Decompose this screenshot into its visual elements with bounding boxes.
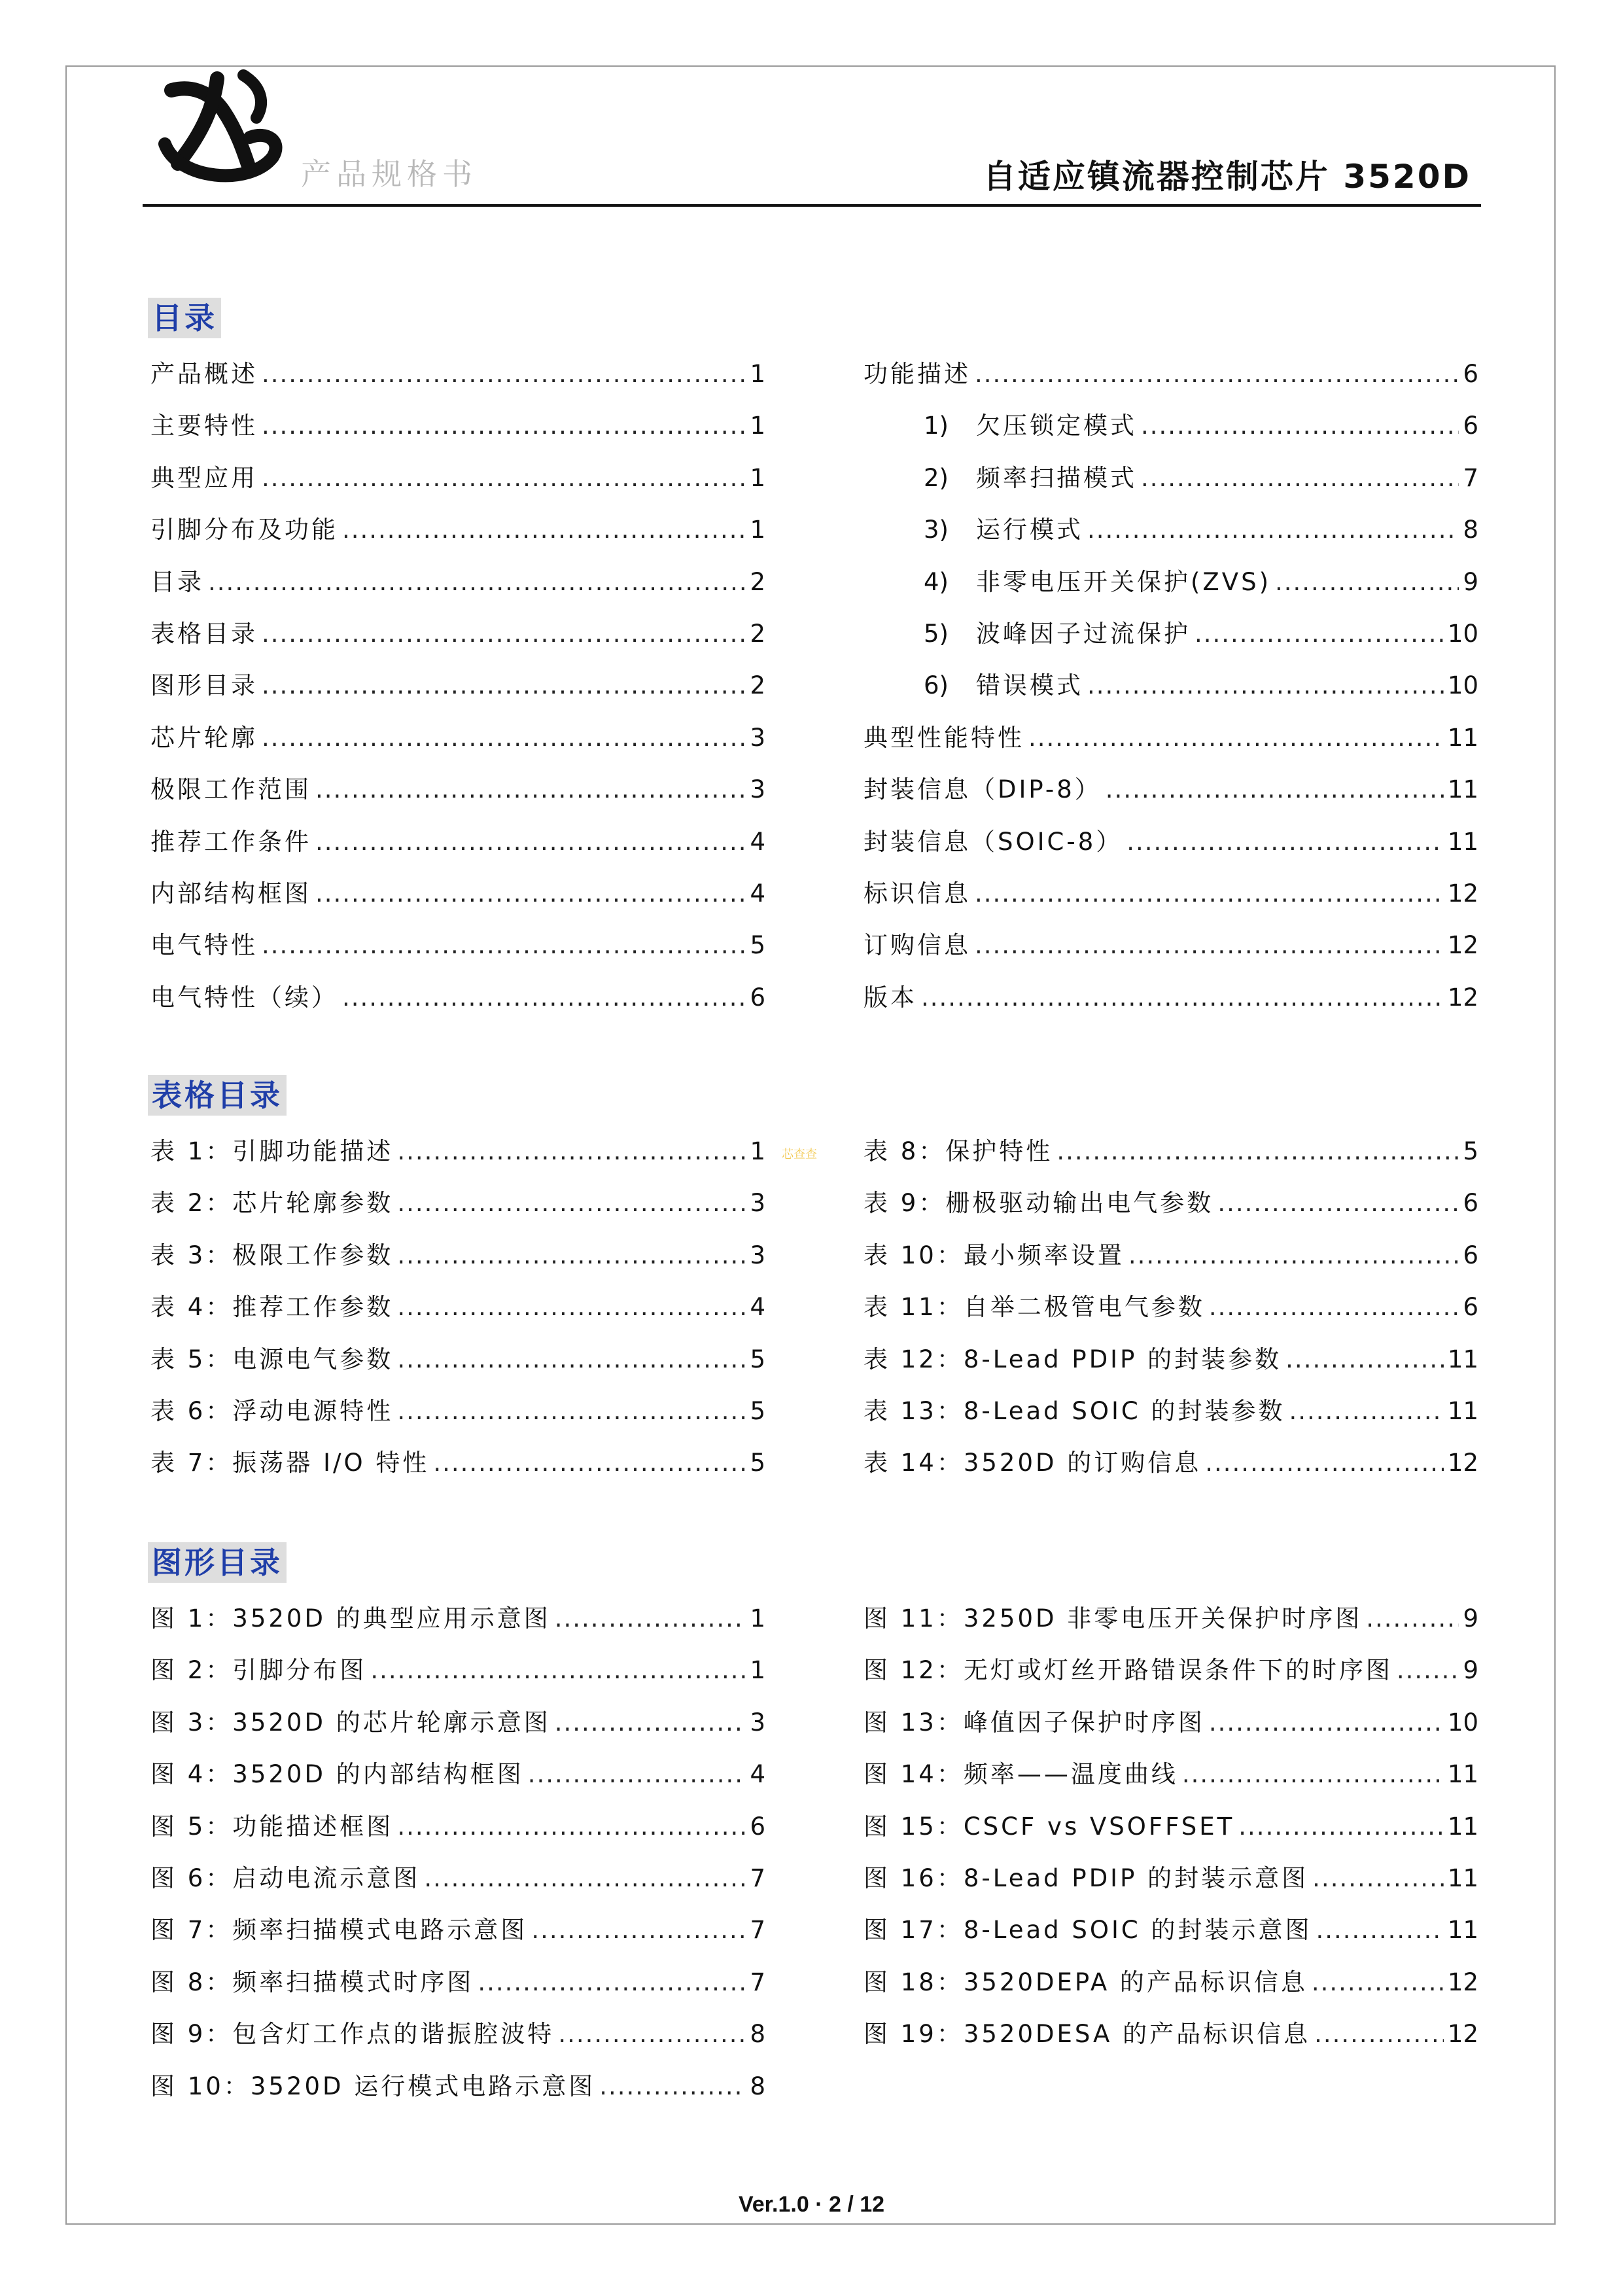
- dot-leader: [1087, 504, 1459, 556]
- entry-number: 4): [924, 567, 949, 596]
- entry-label: 波峰因子过流保护: [976, 619, 1191, 648]
- entry-label: 引脚分布及功能: [150, 516, 338, 544]
- toc-entry[interactable]: [864, 1801, 1478, 1852]
- dot-leader: [424, 1852, 746, 1904]
- entry-page-number: 3: [750, 1241, 765, 1269]
- figures-left-list: [150, 1593, 765, 2112]
- entry-label: 表 11：自举二极管电气参数: [864, 1293, 1205, 1322]
- entry-page-number: 7: [750, 1916, 765, 1945]
- dot-leader: [599, 2060, 746, 2112]
- entry-number: 2): [924, 463, 949, 492]
- entry-number: 5): [924, 619, 949, 648]
- toc-entry[interactable]: [150, 1852, 765, 1904]
- dot-leader: [397, 1801, 746, 1852]
- dot-leader: [975, 348, 1459, 400]
- dot-leader: [1195, 608, 1444, 660]
- dot-leader: [1397, 1644, 1459, 1696]
- entry-page-number: 6: [1463, 412, 1478, 440]
- dot-leader: [921, 972, 1444, 1023]
- dot-leader: [1141, 452, 1459, 504]
- entry-page-number: 10: [1447, 671, 1478, 700]
- dot-leader: [1106, 764, 1444, 815]
- toc-entry[interactable]: [150, 1125, 765, 1177]
- entry-label: 图 5：功能描述框图: [150, 1812, 394, 1841]
- toc-entry[interactable]: [864, 1644, 1478, 1696]
- entry-number: 3): [924, 516, 949, 544]
- toc-entry[interactable]: [864, 919, 1478, 971]
- toc-entry[interactable]: [864, 868, 1478, 919]
- dot-leader: [262, 400, 746, 451]
- toc-entry[interactable]: [864, 400, 1478, 451]
- toc-entry[interactable]: [150, 919, 765, 971]
- entry-label: 表 1：引脚功能描述: [150, 1137, 394, 1165]
- dot-leader: [315, 764, 746, 815]
- entry-page-number: 12: [1447, 931, 1478, 960]
- dot-leader: [478, 1956, 746, 2008]
- dot-leader: [397, 1125, 746, 1177]
- entry-label: 图形目录: [150, 671, 258, 700]
- entry-label: 封装信息（SOIC-8）: [864, 827, 1123, 856]
- dot-leader: [1289, 1385, 1444, 1437]
- entry-page-number: 11: [1447, 1863, 1478, 1892]
- entry-label: 表 2：芯片轮廓参数: [150, 1189, 394, 1218]
- toc-entry[interactable]: [864, 1593, 1478, 1644]
- toc-heading: 目录: [148, 298, 221, 338]
- entry-page-number: 9: [1463, 1656, 1478, 1685]
- entry-page-number: 11: [1447, 1812, 1478, 1841]
- toc-entry[interactable]: [864, 1437, 1478, 1489]
- entry-label: 典型应用: [150, 463, 258, 492]
- toc-entry[interactable]: [150, 660, 765, 711]
- entry-label: 目录: [150, 567, 204, 596]
- entry-label: 图 16：8-Lead PDIP 的封装示意图: [864, 1863, 1309, 1892]
- entry-page-number: 7: [750, 1968, 765, 1996]
- dot-leader: [1209, 1697, 1444, 1748]
- toc-entry[interactable]: [864, 504, 1478, 556]
- entry-page-number: 5: [1463, 1137, 1478, 1165]
- entry-page-number: 12: [1447, 1968, 1478, 1996]
- toc-entry[interactable]: [864, 1333, 1478, 1385]
- toc-entry[interactable]: [150, 452, 765, 504]
- entry-page-number: 4: [750, 827, 765, 856]
- entry-label: 主要特性: [150, 412, 258, 440]
- dot-leader: [397, 1281, 746, 1333]
- toc-entry[interactable]: [150, 400, 765, 451]
- dot-leader: [262, 660, 746, 711]
- dot-leader: [1275, 556, 1459, 608]
- entry-page-number: 5: [750, 931, 765, 960]
- entry-page-number: 10: [1447, 619, 1478, 648]
- entry-page-number: 7: [1463, 463, 1478, 492]
- entry-page-number: 12: [1447, 983, 1478, 1012]
- dot-leader: [1314, 2008, 1444, 2060]
- entry-page-number: 5: [750, 1396, 765, 1425]
- dot-leader: [1028, 712, 1444, 764]
- dot-leader: [262, 452, 746, 504]
- entry-page-number: 8: [750, 2020, 765, 2049]
- entry-label: 内部结构框图: [150, 879, 311, 908]
- dot-leader: [555, 1697, 746, 1748]
- entry-page-number: 12: [1447, 1449, 1478, 1477]
- dot-leader: [342, 504, 746, 556]
- dot-leader: [528, 1748, 746, 1800]
- dot-leader: [1087, 660, 1444, 711]
- entry-label: 表 12：8-Lead PDIP 的封装参数: [864, 1345, 1282, 1373]
- dot-leader: [1128, 1229, 1459, 1281]
- dot-leader: [315, 868, 746, 919]
- entry-label: 极限工作范围: [150, 775, 311, 804]
- toc-entry[interactable]: [864, 1904, 1478, 1956]
- dot-leader: [262, 919, 746, 971]
- dot-leader: [1217, 1177, 1459, 1229]
- toc-entry[interactable]: [864, 348, 1478, 400]
- dot-leader: [1316, 1904, 1444, 1956]
- toc-entry[interactable]: [150, 348, 765, 400]
- toc-entry[interactable]: [864, 1748, 1478, 1800]
- dot-leader: [1205, 1437, 1444, 1489]
- figures-right-list: [864, 1593, 1478, 2060]
- entry-page-number: 11: [1447, 723, 1478, 752]
- toc-entry[interactable]: [150, 1593, 765, 1644]
- company-logo: [152, 65, 287, 187]
- entry-page-number: 6: [750, 1812, 765, 1841]
- entry-page-number: 1: [750, 1656, 765, 1685]
- entry-page-number: 1: [750, 1137, 765, 1165]
- entry-label: 图 3：3520D 的芯片轮廓示意图: [150, 1708, 551, 1737]
- dot-leader: [262, 348, 746, 400]
- dot-leader: [1238, 1801, 1444, 1852]
- dot-leader: [555, 1593, 746, 1644]
- dot-leader: [397, 1177, 746, 1229]
- entry-label: 表 14：3520D 的订购信息: [864, 1449, 1202, 1477]
- entry-page-number: 5: [750, 1449, 765, 1477]
- dot-leader: [1366, 1593, 1459, 1644]
- entry-label: 图 10：3520D 运行模式电路示意图: [150, 2072, 596, 2100]
- dot-leader: [975, 868, 1444, 919]
- entry-page-number: 4: [750, 879, 765, 908]
- entry-label: 推荐工作条件: [150, 827, 311, 856]
- toc-entry[interactable]: [864, 1852, 1478, 1904]
- toc-entry[interactable]: [150, 1229, 765, 1281]
- entry-label: 表 10：最小频率设置: [864, 1241, 1125, 1269]
- dot-leader: [370, 1644, 746, 1696]
- toc-entry[interactable]: [150, 1333, 765, 1385]
- dot-leader: [1285, 1333, 1444, 1385]
- figures-heading: 图形目录: [148, 1542, 287, 1583]
- entry-page-number: 11: [1447, 1760, 1478, 1789]
- toc-entry[interactable]: [864, 608, 1478, 660]
- toc-entry[interactable]: [864, 556, 1478, 608]
- entry-page-number: 11: [1447, 1345, 1478, 1373]
- dot-leader: [433, 1437, 746, 1489]
- entry-label: 订购信息: [864, 931, 971, 960]
- entry-page-number: 2: [750, 567, 765, 596]
- dot-leader: [1312, 1852, 1444, 1904]
- entry-label: 非零电压开关保护(ZVS): [976, 567, 1272, 596]
- entry-label: 表 3：极限工作参数: [150, 1241, 394, 1269]
- dot-leader: [342, 972, 746, 1023]
- toc-entry[interactable]: [864, 1177, 1478, 1229]
- entry-page-number: 11: [1447, 1396, 1478, 1425]
- dot-leader: [262, 712, 746, 764]
- entry-label: 封装信息（DIP-8）: [864, 775, 1102, 804]
- entry-label: 图 9：包含灯工作点的谐振腔波特: [150, 2020, 555, 2049]
- toc-entry[interactable]: [864, 1125, 1478, 1177]
- entry-page-number: 1: [750, 412, 765, 440]
- toc-entry[interactable]: [150, 1956, 765, 2008]
- entry-page-number: 11: [1447, 827, 1478, 856]
- toc-entry[interactable]: [864, 816, 1478, 868]
- entry-label: 版本: [864, 983, 917, 1012]
- entry-number: 6): [924, 671, 949, 700]
- toc-entry[interactable]: [864, 764, 1478, 815]
- entry-label: 表 5：电源电气参数: [150, 1345, 394, 1373]
- entry-label: 图 18：3520DEPA 的产品标识信息: [864, 1968, 1308, 1996]
- entry-number: 1): [924, 412, 949, 440]
- page-footer: Ver.1.0 · 2 / 12: [738, 2192, 885, 2217]
- toc-entry[interactable]: [864, 660, 1478, 711]
- toc-entry[interactable]: [150, 1644, 765, 1696]
- tables-left-list: [150, 1125, 765, 1489]
- toc-entry[interactable]: [864, 452, 1478, 504]
- toc-entry[interactable]: [150, 1697, 765, 1748]
- entry-label: 表 9：栅极驱动输出电气参数: [864, 1189, 1214, 1218]
- entry-label: 表 6：浮动电源特性: [150, 1396, 394, 1425]
- entry-page-number: 3: [750, 775, 765, 804]
- entry-label: 表格目录: [150, 619, 258, 648]
- toc-entry[interactable]: [864, 1281, 1478, 1333]
- toc-entry[interactable]: [150, 764, 765, 815]
- entry-label: 图 17：8-Lead SOIC 的封装示意图: [864, 1916, 1312, 1945]
- entry-page-number: 2: [750, 671, 765, 700]
- watermark-stamp: 芯查查: [782, 1148, 817, 1161]
- toc-entry[interactable]: [150, 504, 765, 556]
- entry-label: 图 1：3520D 的典型应用示意图: [150, 1604, 551, 1633]
- entry-label: 产品概述: [150, 360, 258, 388]
- entry-page-number: 1: [750, 360, 765, 388]
- entry-page-number: 6: [1463, 1293, 1478, 1322]
- entry-page-number: 2: [750, 619, 765, 648]
- entry-page-number: 1: [750, 1604, 765, 1633]
- toc-entry[interactable]: [150, 1437, 765, 1489]
- entry-page-number: 8: [1463, 516, 1478, 544]
- dot-leader: [1209, 1281, 1459, 1333]
- tables-right-list: [864, 1125, 1478, 1489]
- entry-label: 芯片轮廓: [150, 723, 258, 752]
- dot-leader: [262, 608, 746, 660]
- toc-entry[interactable]: [150, 608, 765, 660]
- entry-label: 图 2：引脚分布图: [150, 1656, 367, 1685]
- entry-label: 表 7：振荡器 I/O 特性: [150, 1449, 430, 1477]
- entry-label: 功能描述: [864, 360, 971, 388]
- entry-page-number: 4: [750, 1760, 765, 1789]
- toc-entry[interactable]: [150, 712, 765, 764]
- dot-leader: [397, 1385, 746, 1437]
- doc-type-label: 产品规格书: [301, 156, 478, 192]
- entry-page-number: 1: [750, 516, 765, 544]
- dot-leader: [531, 1904, 746, 1956]
- toc-entry[interactable]: [150, 2008, 765, 2060]
- toc-entry[interactable]: [864, 972, 1478, 1023]
- entry-label: 表 4：推荐工作参数: [150, 1293, 394, 1322]
- entry-label: 表 8：保护特性: [864, 1137, 1053, 1165]
- toc-entry[interactable]: [150, 556, 765, 608]
- dot-leader: [975, 919, 1444, 971]
- entry-page-number: 9: [1463, 1604, 1478, 1633]
- entry-page-number: 3: [750, 1708, 765, 1737]
- entry-page-number: 3: [750, 1189, 765, 1218]
- entry-label: 典型性能特性: [864, 723, 1024, 752]
- entry-page-number: 11: [1447, 1916, 1478, 1945]
- toc-entry[interactable]: [150, 1177, 765, 1229]
- entry-label: 图 4：3520D 的内部结构框图: [150, 1760, 524, 1789]
- toc-entry[interactable]: [150, 1801, 765, 1852]
- toc-left-list: [150, 348, 765, 1023]
- entry-label: 图 7：频率扫描模式电路示意图: [150, 1916, 528, 1945]
- entry-label: 欠压锁定模式: [976, 412, 1137, 440]
- entry-label: 图 13：峰值因子保护时序图: [864, 1708, 1205, 1737]
- toc-entry[interactable]: [864, 1385, 1478, 1437]
- toc-entry[interactable]: [150, 868, 765, 919]
- entry-page-number: 12: [1447, 2020, 1478, 2049]
- toc-entry[interactable]: [150, 1281, 765, 1333]
- entry-page-number: 7: [750, 1863, 765, 1892]
- dot-leader: [397, 1229, 746, 1281]
- entry-label: 图 8：频率扫描模式时序图: [150, 1968, 474, 1996]
- dot-leader: [208, 556, 746, 608]
- entry-label: 运行模式: [976, 516, 1083, 544]
- entry-page-number: 4: [750, 1293, 765, 1322]
- entry-page-number: 10: [1447, 1708, 1478, 1737]
- tables-heading: 表格目录: [148, 1075, 287, 1116]
- document-title: 自适应镇流器控制芯片 3520D: [983, 158, 1471, 196]
- header-rule: [143, 204, 1481, 207]
- dot-leader: [558, 2008, 746, 2060]
- entry-label: 图 15：CSCF vs VSOFFSET: [864, 1812, 1235, 1841]
- entry-page-number: 6: [1463, 1189, 1478, 1218]
- entry-label: 电气特性（续）: [150, 983, 338, 1012]
- entry-label: 错误模式: [976, 671, 1083, 700]
- entry-page-number: 6: [1463, 360, 1478, 388]
- dot-leader: [1056, 1125, 1459, 1177]
- entry-label: 电气特性: [150, 931, 258, 960]
- entry-page-number: 1: [750, 463, 765, 492]
- entry-page-number: 5: [750, 1345, 765, 1373]
- dot-leader: [1182, 1748, 1444, 1800]
- toc-right-list: [864, 348, 1478, 1023]
- entry-label: 标识信息: [864, 879, 971, 908]
- toc-entry[interactable]: [150, 816, 765, 868]
- toc-entry[interactable]: [150, 972, 765, 1023]
- toc-entry[interactable]: [150, 1904, 765, 1956]
- entry-label: 图 6：启动电流示意图: [150, 1863, 421, 1892]
- dot-leader: [1126, 816, 1444, 868]
- toc-entry[interactable]: [864, 2008, 1478, 2060]
- entry-label: 频率扫描模式: [976, 463, 1137, 492]
- entry-page-number: 11: [1447, 775, 1478, 804]
- toc-entry[interactable]: [864, 712, 1478, 764]
- entry-page-number: 9: [1463, 567, 1478, 596]
- toc-entry[interactable]: [864, 1229, 1478, 1281]
- entry-page-number: 12: [1447, 879, 1478, 908]
- dot-leader: [1312, 1956, 1444, 2008]
- entry-label: 图 19：3520DESA 的产品标识信息: [864, 2020, 1311, 2049]
- entry-label: 图 12：无灯或灯丝开路错误条件下的时序图: [864, 1656, 1393, 1685]
- toc-entry[interactable]: [864, 1697, 1478, 1748]
- entry-label: 表 13：8-Lead SOIC 的封装参数: [864, 1396, 1285, 1425]
- toc-entry[interactable]: [864, 1956, 1478, 2008]
- entry-label: 图 14：频率——温度曲线: [864, 1760, 1178, 1789]
- dot-leader: [315, 816, 746, 868]
- entry-page-number: 6: [1463, 1241, 1478, 1269]
- toc-entry[interactable]: [150, 1748, 765, 1800]
- toc-entry[interactable]: [150, 2060, 765, 2112]
- entry-page-number: 8: [750, 2072, 765, 2100]
- entry-page-number: 3: [750, 723, 765, 752]
- dot-leader: [397, 1333, 746, 1385]
- toc-entry[interactable]: [150, 1385, 765, 1437]
- entry-page-number: 6: [750, 983, 765, 1012]
- entry-label: 图 11：3250D 非零电压开关保护时序图: [864, 1604, 1363, 1633]
- dot-leader: [1141, 400, 1459, 451]
